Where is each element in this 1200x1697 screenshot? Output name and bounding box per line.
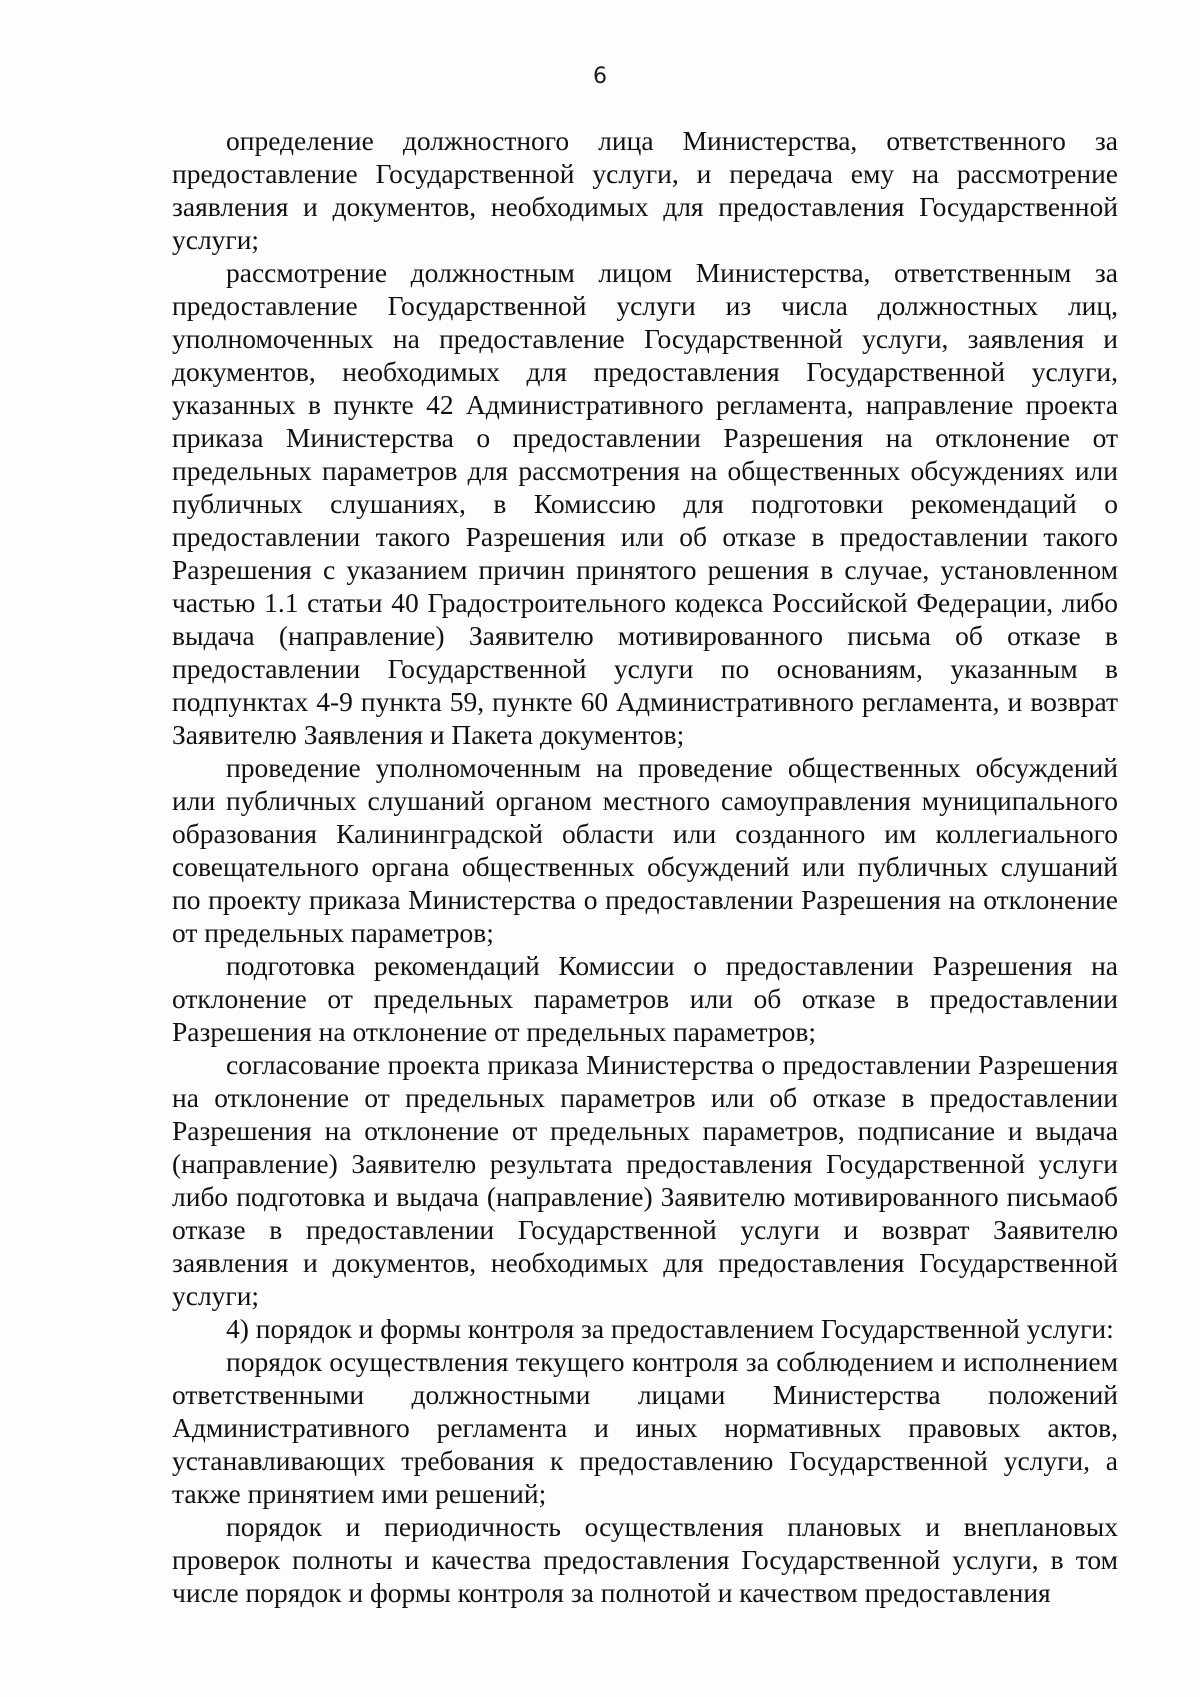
paragraph: 4) порядок и формы контроля за предоставлением Государственной услуги: xyxy=(226,1313,1114,1344)
paragraph: согласование проекта приказа Министерства о предоставлении Разрешения на отклонение от предельных параметров или об отказе в предоставлении Разрешения на отклонение от предельных параметров, подписание и выдача (направление) Заявителю результата предоставления Государственной услуги либо подготовка и выдача (направление) Заявителю мотивированного письмаоб отказе в предоставлении Государственной услуги и возврат Заявителю заявления и документов, необходимых для предоставления Государственной услуги; xyxy=(172,1049,1118,1311)
document-body xyxy=(172,124,1118,1609)
paragraph: проведение уполномоченным на проведение общественных обсуждений или публичных слушаний органом местного самоуправления муниципального образования Калининградской области или созданного им коллегиального совещательного органа общественных обсуждений или публичных слушаний по проекту приказа Министерства о предоставлении Разрешения на отклонение от предельных параметров; xyxy=(172,752,1118,948)
paragraph: подготовка рекомендаций Комиссии о предоставлении Разрешения на отклонение от предельных параметров или об отказе в предоставлении Разрешения на отклонение от предельных параметров; xyxy=(172,950,1118,1047)
paragraph: порядок и периодичность осуществления плановых и внеплановых проверок полноты и качества предоставления Государственной услуги, в том числе порядок и формы контроля за полнотой и качеством предоставления xyxy=(172,1511,1118,1608)
paragraph: определение должностного лица Министерства, ответственного за предоставление Государственной услуги, и передача ему на рассмотрение заявления и документов, необходимых для предоставления Государственной услуги; xyxy=(172,125,1118,255)
page-number: 6 xyxy=(593,64,607,89)
paragraph: порядок осуществления текущего контроля за соблюдением и исполнением ответственными должностными лицами Министерства положений Административного регламента и иных нормативных правовых актов, устанавливающих требования к предоставлению Государственной услуги, а также принятием ими решений; xyxy=(172,1346,1118,1509)
paragraph: рассмотрение должностным лицом Министерства, ответственным за предоставление Государственной услуги из числа должностных лиц, уполномоченных на предоставление Государственной услуги, заявления и документов, необходимых для предоставления Государственной услуги, указанных в пункте 42 Административного регламента, направление проекта приказа Министерства о предоставлении Разрешения на отклонение от предельных параметров для рассмотрения на общественных обсуждениях или публичных слушаниях, в Комиссию для подготовки рекомендаций о предоставлении такого Разрешения или об отказе в предоставлении такого Разрешения с указанием причин принятого решения в случае, установленном частью 1.1 статьи 40 Градостроительного кодекса Российской Федерации, либо выдача (направление) Заявителю мотивированного письма об отказе в предоставлении Государственной услуги по основаниям, указанным в подпунктах 4-9 пункта 59, пункте 60 Административного регламента, и возврат Заявителю Заявления и Пакета документов; xyxy=(172,257,1118,750)
